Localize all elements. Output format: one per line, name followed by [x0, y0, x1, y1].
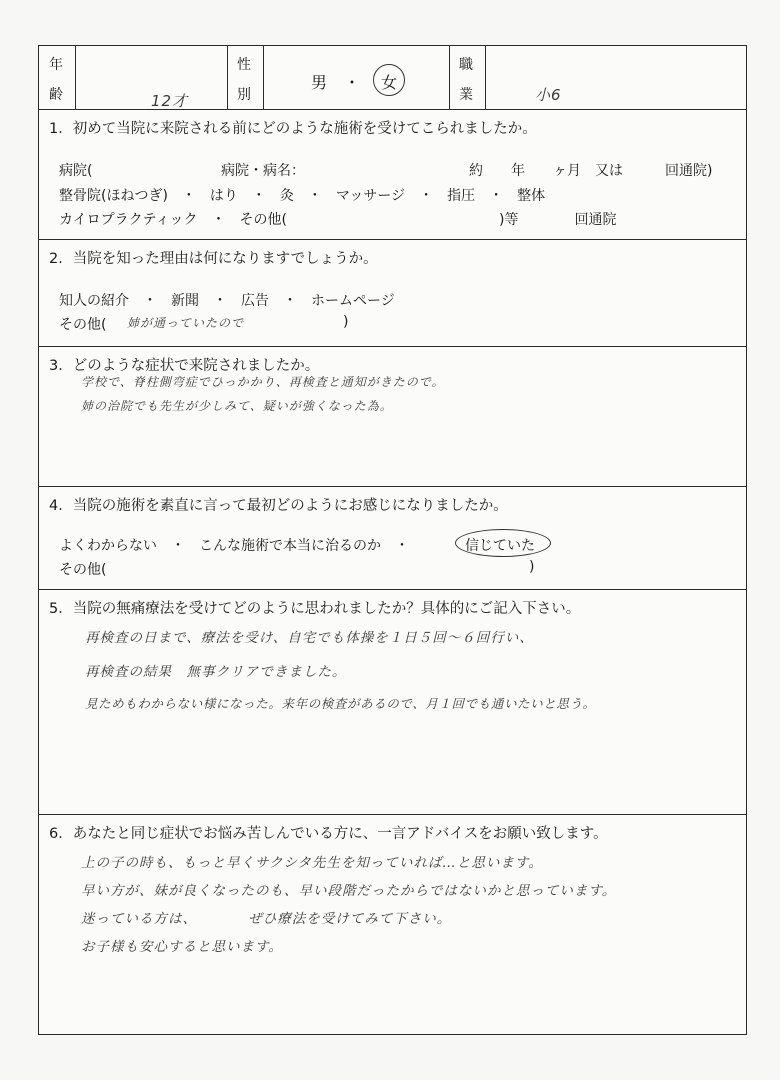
questionnaire-form: [38, 45, 747, 1035]
gender-dot: ・: [344, 73, 361, 92]
q1-line3-b: )等 回通院: [499, 212, 617, 228]
q1-line3-a: カイロプラクティック ・ その他(: [59, 212, 287, 228]
q1-line1-a: 病院(: [59, 163, 93, 179]
q4-selected: 信じていた: [465, 538, 535, 554]
q3-answer-2: 姉の治院でも先生が少しみて、疑いが強くなった為。: [81, 399, 393, 413]
q5-title: 5．当院の無痛療法を受けてどのように思われましたか？具体的にご記入下さい。: [49, 601, 581, 617]
gender-label-1: 性: [237, 57, 251, 73]
job-value: 小6: [535, 86, 562, 104]
q2-other-value: 姉が通っていたので: [127, 316, 245, 330]
q6-title: 6．あなたと同じ症状でお悩み苦しんでいる方に、一言アドバイスをお願い致します。: [49, 826, 608, 842]
q1-line2: 整骨院(ほねつぎ) ・ はり ・ 灸 ・ マッサージ ・ 指圧 ・ 整体: [59, 188, 546, 204]
q6-answer-1: 上の子の時も、もっと早くサクシタ先生を知っていれば…と思います。: [81, 855, 543, 871]
q4-other-close: ): [529, 559, 535, 575]
q4-options: よくわからない ・ こんな施術で本当に治るのか ・: [59, 538, 409, 554]
section-q6: [39, 815, 746, 1034]
q2-other-close: ): [343, 314, 349, 330]
q2-other-open: その他(: [59, 317, 107, 333]
q3-answer-1: 学校で、脊柱側弯症でひっかかり、再検査と通知がきたので。: [81, 375, 445, 389]
q2-options: 知人の紹介 ・ 新聞 ・ 広告 ・ ホームページ: [59, 293, 395, 309]
q1-line1-b: 病院・病名：: [221, 163, 305, 179]
q1-title: 1．初めて当院に来院される前にどのような施術を受けてこられましたか。: [49, 121, 537, 137]
section-q4: [39, 487, 746, 590]
header-row: [39, 46, 746, 110]
section-q3: [39, 347, 746, 487]
q5-answer-3: 見ためもわからない様になった。来年の検査があるので、月１回でも通いたいと思う。: [85, 696, 596, 711]
section-q5: [39, 590, 746, 815]
q1-line1-c: 約 年 ヶ月 又は 回通院): [469, 163, 713, 179]
gender-female: 女: [381, 73, 398, 92]
q6-answer-4: お子様も安心すると思います。: [81, 939, 283, 955]
q4-title: 4．当院の施術を素直に言って最初どのようにお感じになりましたか。: [49, 498, 508, 514]
q4-selected-circle: [455, 529, 551, 557]
q6-answer-3: 迷っている方は、 ぜひ療法を受けてみて下さい。: [81, 911, 452, 927]
q6-answer-2: 早い方が、妹が良くなったのも、早い段階だったからではないかと思っています。: [81, 883, 617, 899]
section-q1: [39, 110, 746, 240]
q4-other-open: その他(: [59, 562, 107, 578]
q5-answer-2: 再検査の結果 無事クリアできました。: [85, 664, 347, 680]
gender-female-circle: [373, 64, 405, 96]
q3-title: 3．どのような症状で来院されましたか。: [49, 358, 320, 374]
age-label-2: 齢: [49, 87, 63, 103]
q5-answer-1: 再検査の日まで、療法を受け、自宅でも体操を１日５回～６回行い、: [85, 630, 534, 646]
gender-label-2: 別: [237, 87, 251, 103]
gender-male: 男: [311, 73, 328, 92]
age-label-1: 年: [49, 57, 63, 73]
job-label-1: 職: [459, 57, 473, 73]
section-q2: [39, 240, 746, 347]
age-value: 12才: [151, 92, 189, 110]
job-label-2: 業: [459, 87, 473, 103]
q2-title: 2．当院を知った理由は何になりますでしょうか。: [49, 251, 378, 267]
